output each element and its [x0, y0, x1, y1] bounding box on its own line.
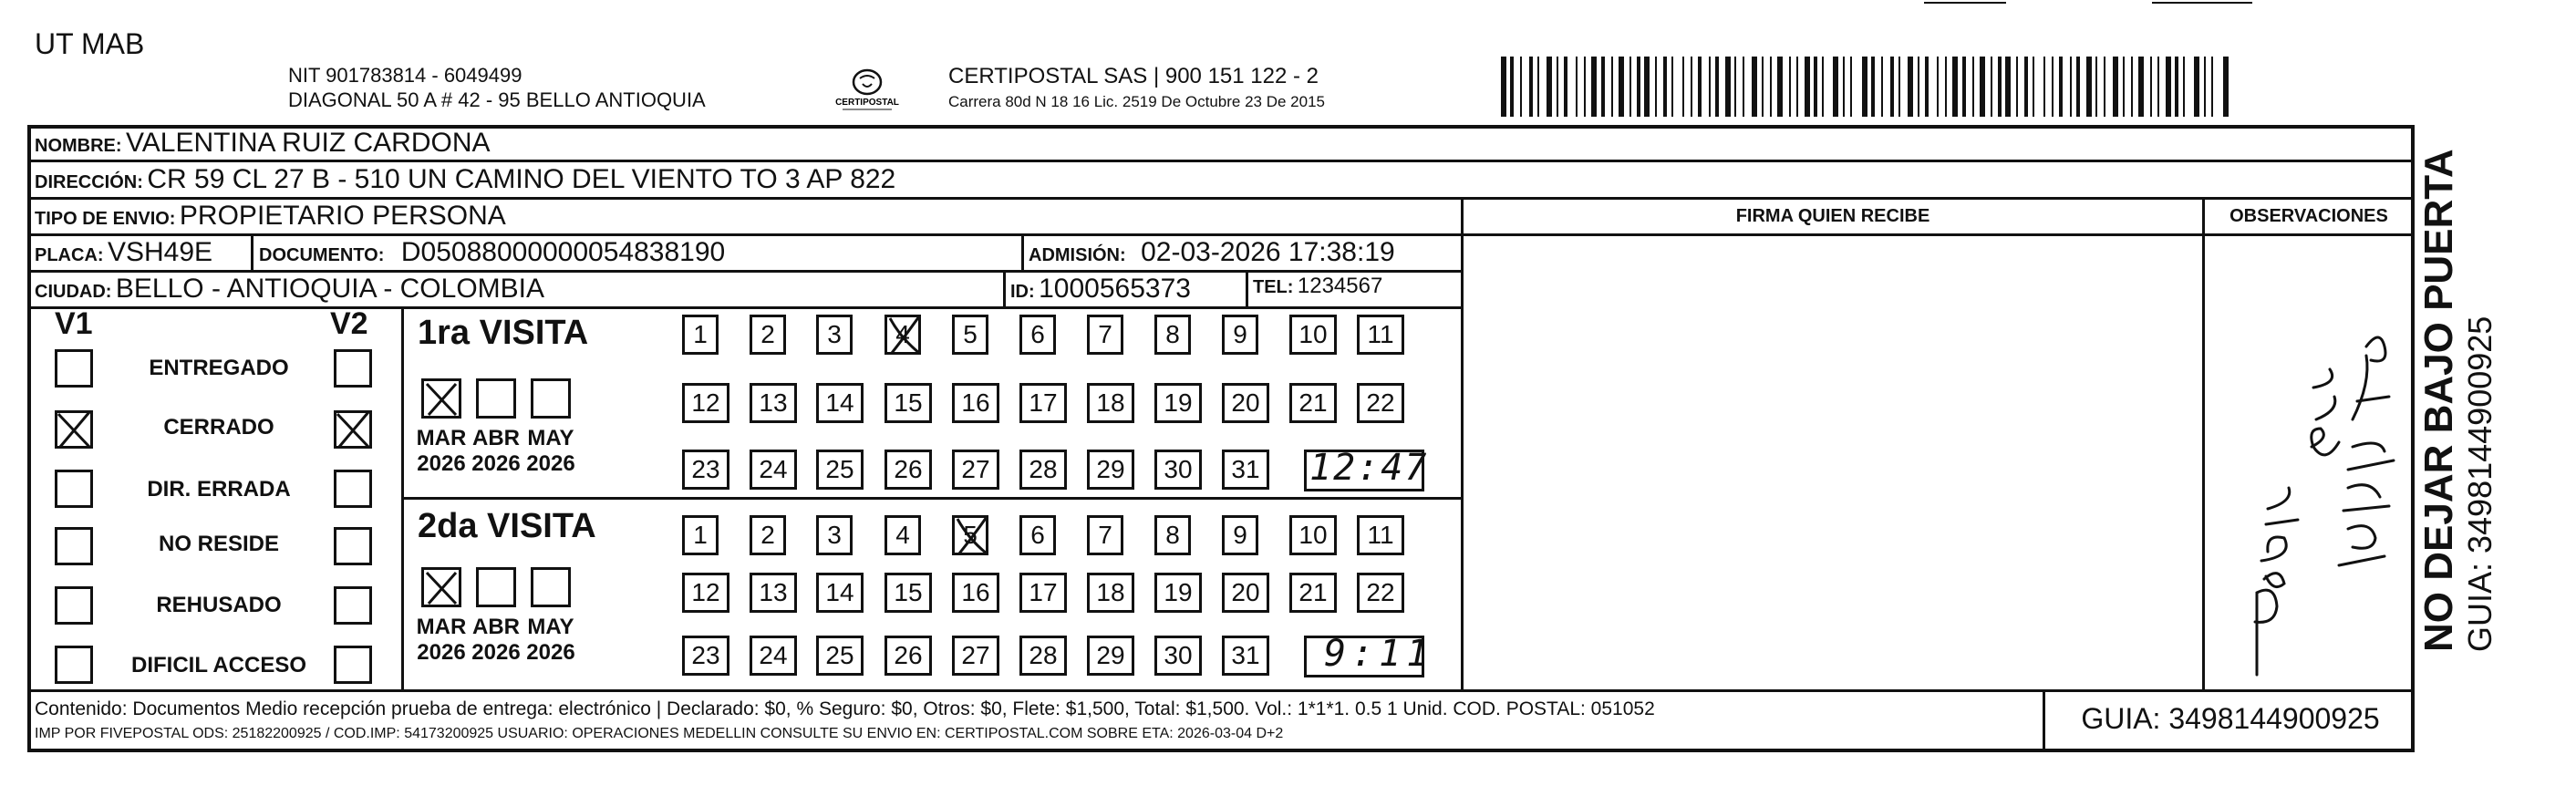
id-value: 1000565373: [1039, 274, 1191, 304]
barcode-bar: [1663, 57, 1667, 117]
barcode-bar: [1881, 57, 1883, 117]
barcode-bar: [1601, 57, 1605, 117]
barcode-bar: [2070, 57, 2072, 117]
status-dir-errada: DIR. ERRADA: [147, 477, 291, 502]
day-box: 4: [885, 515, 921, 555]
barcode-bar: [1890, 57, 1894, 117]
day-box: 3: [816, 315, 853, 355]
barcode: [1501, 0, 2230, 128]
v2-checkbox: [334, 470, 372, 508]
day-box: 24: [750, 636, 797, 676]
col-divider: [1246, 270, 1248, 308]
status-cerrado: CERRADO: [163, 415, 274, 440]
checkbox-x-mark: [334, 410, 372, 449]
col-divider: [251, 233, 253, 272]
day-box: 31: [1222, 450, 1269, 490]
city-row: [35, 274, 544, 305]
day-box: 12: [682, 573, 729, 613]
barcode-bar: [2104, 57, 2105, 117]
barcode-bar: [1644, 57, 1650, 117]
v2-checkbox: [334, 586, 372, 625]
barcode-bar: [1850, 57, 1852, 117]
day-box: 2: [750, 515, 786, 555]
row-divider: [27, 160, 2415, 162]
month-checkbox: [531, 378, 571, 419]
tel-row: [1253, 274, 1382, 299]
barcode-bar: [1805, 57, 1810, 117]
barcode-bar: [1822, 57, 1824, 117]
top-rule: [1924, 2, 2006, 4]
day-box: 26: [885, 450, 932, 490]
day-box: 28: [1019, 450, 1067, 490]
logo-text: CERTIPOSTAL: [835, 98, 899, 108]
barcode-bar: [2016, 57, 2018, 117]
month-year: 2026: [417, 640, 466, 665]
barcode-bar: [1576, 57, 1578, 117]
barcode-bar: [2024, 57, 2028, 117]
barcode-bar: [1557, 57, 1558, 117]
day-box: 14: [816, 383, 864, 423]
month-label: [523, 426, 578, 477]
signature-header: FIRMA QUIEN RECIBE: [1735, 206, 1930, 226]
day-box: 21: [1289, 573, 1337, 613]
day-box: 25: [816, 636, 864, 676]
day-box: 7: [1087, 515, 1123, 555]
day-box: 14: [816, 573, 864, 613]
id-row: [1010, 274, 1191, 305]
tel-value: 1234567: [1297, 274, 1383, 298]
barcode-bar: [1762, 57, 1764, 117]
city-value: BELLO - ANTIOQUIA - COLOMBIA: [115, 274, 545, 304]
address-label: DIRECCIÓN:: [35, 172, 143, 192]
day-box: 27: [952, 450, 999, 490]
barcode-bar: [2175, 57, 2178, 117]
barcode-bar: [1843, 57, 1845, 117]
day-box: 13: [750, 383, 797, 423]
no-dejar-warning: NO DEJAR BAJO PUERTA: [2416, 149, 2461, 652]
company-address: DIAGONAL 50 A # 42 - 95 BELLO ANTIOQUIA: [288, 88, 706, 111]
day-box: 11: [1357, 315, 1404, 355]
contents-line: Contenido: Documentos Medio recepción prueba de entrega: electrónico | Declarado: $0, % Seguro: $0, Otros: $0, Flete: $1,500, Total: $1,500. Vol.: 1*1*1. 0.5 1 Unid. COD. POSTAL: 051052: [35, 698, 1655, 719]
footer-guia: GUIA: 3498144900925: [2081, 702, 2380, 735]
name-row: [35, 128, 491, 159]
plate-value: VSH49E: [108, 237, 213, 267]
month-name: MAY: [527, 426, 574, 450]
day-box: 18: [1087, 573, 1134, 613]
barcode-bar: [1591, 57, 1597, 117]
barcode-bar: [2059, 57, 2063, 117]
document-row: [259, 237, 725, 268]
barcode-bar: [1725, 57, 1731, 117]
barcode-bar: [1937, 57, 1939, 117]
day-box: 22: [1357, 573, 1404, 613]
id-label: ID:: [1010, 282, 1035, 302]
day-box: 24: [750, 450, 797, 490]
day-box: 5: [952, 315, 988, 355]
day-box: 16: [952, 573, 999, 613]
barcode-bar: [1611, 57, 1613, 117]
month-label: [414, 426, 469, 477]
col-divider: [2202, 197, 2205, 691]
barcode-bar: [1520, 57, 1522, 117]
day-box: 19: [1154, 573, 1202, 613]
barcode-bar: [2076, 57, 2080, 117]
month-checkbox: [476, 378, 516, 419]
v2-checkbox: [334, 349, 372, 388]
day-box: 10: [1289, 315, 1337, 355]
barcode-bar: [1547, 57, 1552, 117]
day-box: 17: [1019, 383, 1067, 423]
admission-value: 02-03-2026 17:38:19: [1141, 237, 1395, 267]
day-box: 6: [1019, 315, 1056, 355]
day-box: 10: [1289, 515, 1337, 555]
barcode-bar: [1619, 57, 1624, 117]
barcode-bar: [1501, 57, 1506, 117]
barcode-bar: [2150, 57, 2152, 117]
day-box: 23: [682, 636, 729, 676]
first-time-handwritten: 12:47: [1309, 447, 1429, 489]
month-year: 2026: [471, 451, 521, 476]
v2-checkbox: [334, 527, 372, 565]
month-name: MAR: [416, 615, 467, 639]
day-box: 28: [1019, 636, 1067, 676]
day-box: 3: [816, 515, 853, 555]
recipient-address: CR 59 CL 27 B - 510 UN CAMINO DEL VIENTO TO 3 AP 822: [147, 164, 896, 194]
barcode-bar: [1871, 57, 1875, 117]
col-divider: [2043, 689, 2045, 752]
barcode-bar: [1925, 57, 1929, 117]
barcode-bar: [2052, 57, 2054, 117]
status-no-reside: NO RESIDE: [158, 532, 280, 556]
day-box: 29: [1087, 636, 1134, 676]
row-divider: [401, 497, 1464, 500]
v1-checkbox: [55, 646, 93, 684]
admission-row: [1029, 237, 1395, 268]
address-row: [35, 164, 895, 195]
barcode-bar: [2166, 57, 2171, 117]
recipient-name: VALENTINA RUIZ CARDONA: [126, 128, 491, 158]
tel-label: TEL:: [1253, 277, 1294, 297]
v1-checkbox: [55, 349, 93, 388]
carrier-name: CERTIPOSTAL SAS | 900 151 122 - 2: [948, 64, 1319, 88]
barcode-bar: [2033, 57, 2034, 117]
status-rehusado: REHUSADO: [156, 593, 282, 617]
barcode-bar: [1998, 57, 2002, 117]
admission-label: ADMISIÓN:: [1029, 245, 1126, 265]
day-box: 2: [750, 315, 786, 355]
month-checkbox: [531, 567, 571, 607]
month-label: [469, 615, 523, 666]
barcode-bar: [1629, 57, 1631, 117]
second-visit-title: 2da VISITA: [418, 507, 596, 545]
v2-label: V2: [330, 306, 368, 341]
barcode-bar: [1752, 57, 1757, 117]
status-entregado: ENTREGADO: [149, 356, 289, 380]
company-name: UT MAB: [35, 27, 145, 60]
day-box: 16: [952, 383, 999, 423]
month-name: ABR: [472, 615, 520, 639]
status-dificil-acceso: DIFICIL ACCESO: [130, 653, 306, 677]
first-visit-title: 1ra VISITA: [418, 314, 589, 352]
month-checkbox: [476, 567, 516, 607]
barcode-bar: [1734, 57, 1736, 117]
company-nit: NIT 901783814 - 6049499: [288, 64, 522, 87]
day-x-mark: [950, 512, 994, 559]
document-label: DOCUMENTO:: [259, 245, 385, 265]
month-name: MAY: [527, 615, 574, 639]
barcode-bar: [2131, 57, 2133, 117]
barcode-bar: [2095, 57, 2097, 117]
day-box: 9: [1222, 315, 1258, 355]
certipostal-logo: [826, 64, 908, 115]
v1-checkbox: [55, 586, 93, 625]
day-box: 6: [1019, 515, 1056, 555]
barcode-bar: [1637, 57, 1640, 117]
side-guia: GUIA: 3498144900925: [2461, 315, 2498, 652]
barcode-bar: [2123, 57, 2125, 117]
month-label: [414, 615, 469, 666]
barcode-bar: [2005, 57, 2011, 117]
barcode-bar: [2223, 57, 2229, 117]
barcode-bar: [2113, 57, 2118, 117]
handwritten-signature: [2211, 292, 2407, 684]
month-x-mark: [421, 567, 461, 607]
month-name: MAR: [416, 426, 467, 450]
day-box: 26: [885, 636, 932, 676]
day-box: 8: [1154, 315, 1191, 355]
day-box: 12: [682, 383, 729, 423]
barcode-bar: [1991, 57, 1992, 117]
city-label: CIUDAD:: [35, 282, 112, 302]
day-box: 7: [1087, 315, 1123, 355]
barcode-bar: [1682, 57, 1684, 117]
month-year: 2026: [471, 640, 521, 665]
type-row: [35, 201, 506, 232]
observations-header: OBSERVACIONES: [2229, 206, 2388, 226]
second-time-handwritten: 9:11: [1324, 633, 1434, 675]
barcode-bar: [1715, 57, 1719, 117]
day-box: 22: [1357, 383, 1404, 423]
barcode-bar: [2043, 57, 2045, 117]
barcode-bar: [1962, 57, 1966, 117]
barcode-bar: [2204, 57, 2206, 117]
barcode-bar: [1709, 57, 1711, 117]
month-year: 2026: [526, 640, 575, 665]
barcode-bar: [1862, 57, 1867, 117]
day-box: 27: [952, 636, 999, 676]
month-label: [523, 615, 578, 666]
barcode-bar: [1537, 57, 1539, 117]
v1-label: V1: [55, 306, 93, 341]
v2-checkbox: [334, 646, 372, 684]
col-divider: [1461, 197, 1464, 691]
plate-row: [35, 237, 212, 268]
day-box: 29: [1087, 450, 1134, 490]
barcode-bar: [1770, 57, 1772, 117]
day-box: 9: [1222, 515, 1258, 555]
month-name: ABR: [472, 426, 520, 450]
day-box: 17: [1019, 573, 1067, 613]
barcode-bar: [1529, 57, 1533, 117]
barcode-bar: [2194, 57, 2199, 117]
day-box: 13: [750, 573, 797, 613]
checkbox-x-mark: [55, 410, 93, 449]
barcode-bar: [2211, 57, 2213, 117]
top-rule: [2152, 2, 2252, 4]
day-box: 11: [1357, 515, 1404, 555]
barcode-bar: [1777, 57, 1783, 117]
day-box: 1: [682, 315, 719, 355]
barcode-bar: [1833, 57, 1838, 117]
day-box: 21: [1289, 383, 1337, 423]
month-x-mark: [421, 378, 461, 419]
barcode-bar: [2086, 57, 2092, 117]
v1-checkbox: [55, 527, 93, 565]
row-divider: [1461, 233, 2415, 236]
carrier-address: Carrera 80d N 18 16 Lic. 2519 De Octubre 23 De 2015: [948, 93, 1325, 110]
day-box: 4: [885, 315, 921, 355]
barcode-bar: [2138, 57, 2144, 117]
barcode-bar: [1564, 57, 1567, 117]
row-divider: [27, 233, 1464, 236]
shipment-type: PROPIETARIO PERSONA: [179, 201, 506, 231]
month-label: [469, 426, 523, 477]
col-divider: [1021, 233, 1024, 272]
barcode-bar: [1980, 57, 1985, 117]
barcode-bar: [1952, 57, 1958, 117]
day-box: 19: [1154, 383, 1202, 423]
name-label: NOMBRE:: [35, 136, 122, 156]
day-box: 31: [1222, 636, 1269, 676]
barcode-bar: [1945, 57, 1947, 117]
v1-checkbox: [55, 470, 93, 508]
row-divider: [27, 197, 2415, 200]
day-box: 8: [1154, 515, 1191, 555]
day-box: 30: [1154, 450, 1202, 490]
barcode-bar: [2183, 57, 2185, 117]
day-x-mark: [883, 311, 926, 358]
day-box: 18: [1087, 383, 1134, 423]
side-vertical-text: [2416, 141, 2562, 652]
col-divider: [1003, 270, 1006, 308]
day-box: 1: [682, 515, 719, 555]
type-label: TIPO DE ENVIO:: [35, 209, 176, 229]
day-box: 30: [1154, 636, 1202, 676]
day-box: 5: [952, 515, 988, 555]
barcode-bar: [1918, 57, 1919, 117]
day-box: 23: [682, 450, 729, 490]
barcode-bar: [1743, 57, 1744, 117]
barcode-bar: [1584, 57, 1586, 117]
print-info-line: IMP POR FIVEPOSTAL ODS: 25182200925 / COD.IMP: 54173200925 USUARIO: OPERACIONES MEDELLIN CONSULTE SU ENVIO EN: CERTIPOSTAL.COM SOBRE ETA: 2026-03-04 D+2: [35, 726, 1284, 741]
barcode-bar: [1972, 57, 1974, 117]
row-divider: [27, 689, 2415, 692]
barcode-bar: [1814, 57, 1817, 117]
month-year: 2026: [526, 451, 575, 476]
barcode-bar: [1691, 57, 1692, 117]
month-year: 2026: [417, 451, 466, 476]
barcode-bar: [1698, 57, 1702, 117]
barcode-bar: [1655, 57, 1657, 117]
barcode-bar: [1908, 57, 1913, 117]
day-box: 20: [1222, 573, 1269, 613]
day-box: 15: [885, 573, 932, 613]
barcode-bar: [1510, 57, 1514, 117]
barcode-bar: [1789, 57, 1791, 117]
day-box: 15: [885, 383, 932, 423]
document-value: D05088000000054838190: [400, 237, 726, 267]
barcode-bar: [1796, 57, 1798, 117]
barcode-bar: [2157, 57, 2159, 117]
col-divider: [401, 306, 404, 691]
barcode-bar: [1671, 57, 1673, 117]
plate-label: PLACA:: [35, 245, 104, 265]
barcode-bar: [1898, 57, 1900, 117]
day-box: 20: [1222, 383, 1269, 423]
day-box: 25: [816, 450, 864, 490]
